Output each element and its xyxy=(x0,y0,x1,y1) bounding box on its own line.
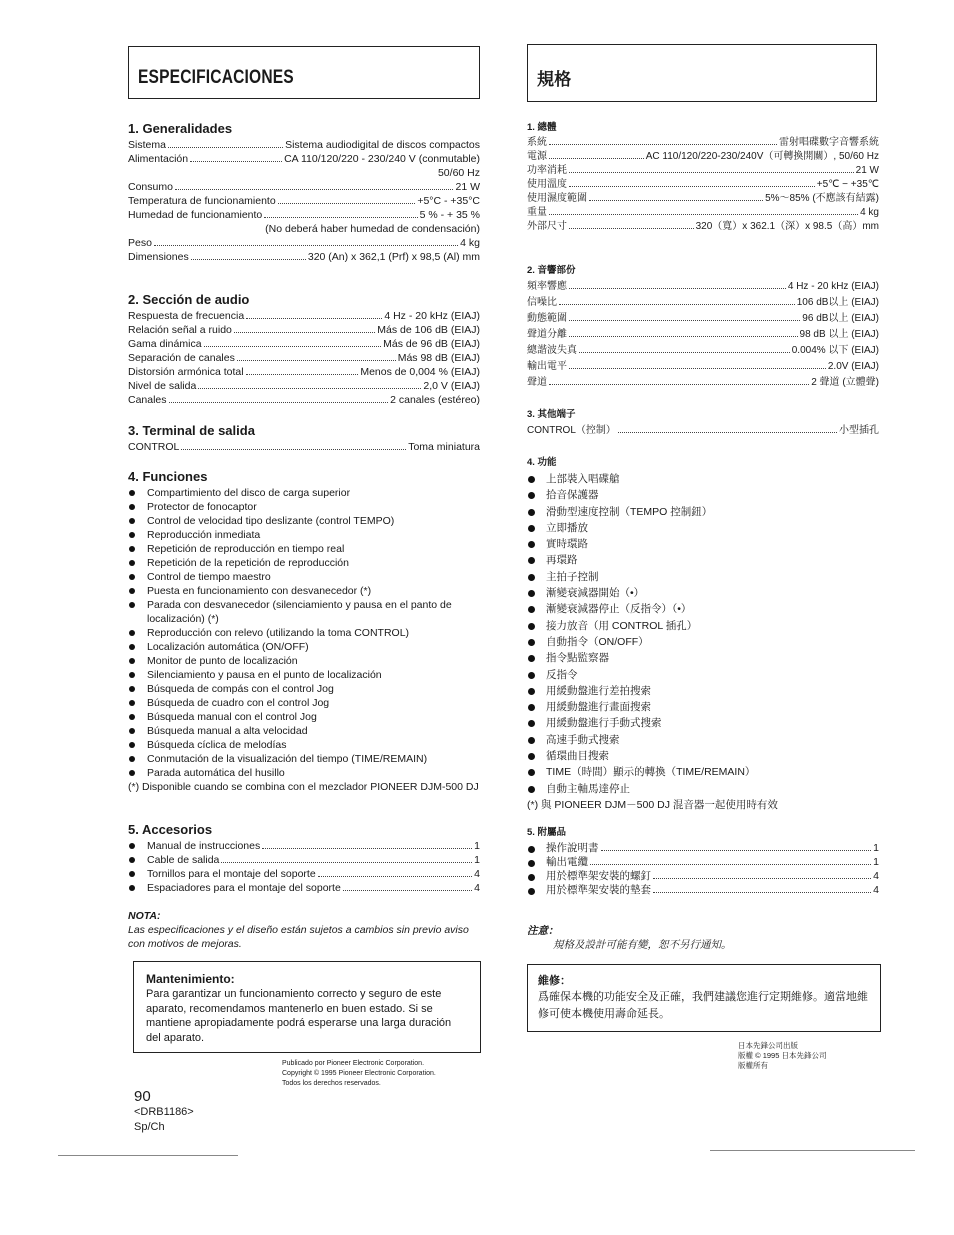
spec-row: 聲道分離 98 dB 以上 (EIAJ) xyxy=(527,329,879,340)
spec-row: Sistema Sistema audiodigital de discos compactos xyxy=(128,139,480,151)
spec-row: 使用溫度 +5℃ − +35℃ xyxy=(527,179,879,190)
language-code: Sp/Ch xyxy=(134,1121,165,1133)
list-item: 操作說明書 1 xyxy=(527,841,879,855)
page-footer xyxy=(134,1088,194,1135)
list-item: Control de tiempo maestro xyxy=(128,570,480,584)
list-item: 主拍子控制 xyxy=(527,569,879,585)
list-item: Espaciadores para el montaje del soporte 4 xyxy=(128,881,480,895)
doc-code: <DRB1186> xyxy=(134,1106,194,1118)
list-item: 輸出電纜 1 xyxy=(527,855,879,869)
list-item: Búsqueda de compás con el control Jog xyxy=(128,682,480,696)
maintenance-heading: Mantenimiento: xyxy=(146,972,235,986)
spec-row: Relación señal a ruido Más de 106 dB (EIAJ) xyxy=(128,324,480,336)
list-item: 漸變衰減器開始（•） xyxy=(527,585,879,601)
title-box-zh xyxy=(527,44,877,102)
spec-row: Canales 2 canales (estéreo) xyxy=(128,394,480,406)
spec-row: 重量 4 kg xyxy=(527,207,879,218)
list-item: Reproducción con relevo (utilizando la toma CONTROL) xyxy=(128,626,480,640)
footnote: (*) Disponible cuando se combina con el mezclador PIONEER DJM-500 DJ xyxy=(128,781,479,793)
spec-row: 聲道 2 聲道 (立體聲) xyxy=(527,377,879,388)
spec-row: Separación de canales Más 98 dB (EIAJ) xyxy=(128,352,480,364)
list-item: Búsqueda manual a alta velocidad xyxy=(128,724,480,738)
spec-row: Nivel de salida 2,0 V (EIAJ) xyxy=(128,380,480,392)
maintenance-heading: 維修： xyxy=(538,975,571,987)
list-item: 拾音保護器 xyxy=(527,487,879,503)
list-item: 滑動型速度控制（TEMPO 控制鈕） xyxy=(527,504,879,520)
spec-row: 外部尺寸 320（寬）x 362.1（深）x 98.5（高）mm xyxy=(527,221,879,232)
list-item: Protector de fonocaptor xyxy=(128,500,480,514)
spec-row: Temperatura de funcionamiento +5°C - +35°C xyxy=(128,195,480,207)
section-general-zh xyxy=(527,121,879,234)
spec-row: CONTROL Toma miniatura xyxy=(128,441,480,453)
list-item: Tornillos para el montaje del soporte 4 xyxy=(128,867,480,881)
publisher-note-zh: 日本先鋒公司出版 版權 © 1995 日本先鋒公司 版權所有 xyxy=(738,1041,827,1070)
title-box-es xyxy=(128,46,480,99)
section-terminal-es xyxy=(128,423,480,454)
note-text: Las especificaciones y el diseño están sujetos a cambios sin previo aviso con motivos de mejoras. xyxy=(128,924,469,950)
spec-row: 動態範圍 96 dB以上 (EIAJ) xyxy=(527,313,879,324)
list-item: 接力放音（用 CONTROL 插孔） xyxy=(527,618,879,634)
section-heading: 2. 音響部份 xyxy=(527,265,576,276)
note-zh xyxy=(527,924,879,952)
spec-row: 系統 雷射唱碟數字音響系統 xyxy=(527,137,879,148)
list-item: Silenciamiento y pausa en el punto de localización xyxy=(128,668,480,682)
list-item: 自動主軸馬達停止 xyxy=(527,781,879,797)
spec-row: 使用濕度範圍 5%〜85% (不應該有結露) xyxy=(527,193,879,204)
spec-row: 總諧波失真 0.004% 以下 (EIAJ) xyxy=(527,345,879,356)
spec-row: 信噪比 106 dB以上 (EIAJ) xyxy=(527,297,879,308)
section-heading: 4. 功能 xyxy=(527,457,557,468)
publisher-note-es: Publicado por Pioneer Electronic Corporation. Copyright © 1995 Pioneer Electronic Corporation. Todos los derechos reservados. xyxy=(282,1060,436,1087)
bottom-rule-right xyxy=(710,1150,915,1151)
list-item: Compartimiento del disco de carga superior xyxy=(128,486,480,500)
list-item: Manual de instrucciones 1 xyxy=(128,839,480,853)
list-item: TIME（時間）顯示的轉換（TIME/REMAIN） xyxy=(527,764,879,780)
list-item: Repetición de reproducción en tiempo real xyxy=(128,542,480,556)
list-item: 上部裝入唱碟艙 xyxy=(527,471,879,487)
list-item: 高速手動式搜索 xyxy=(527,732,879,748)
list-item: 用於標準架安裝的螺釘 4 xyxy=(527,869,879,883)
list-item: 自動指令（ON/OFF） xyxy=(527,634,879,650)
list-item: Conmutación de la visualización del tiempo (TIME/REMAIN) xyxy=(128,752,480,766)
function-list xyxy=(128,486,480,780)
note-heading: NOTA: xyxy=(128,910,161,922)
list-item: Repetición de la repetición de reproducción xyxy=(128,556,480,570)
section-audio-es xyxy=(128,292,480,407)
list-item: Búsqueda cíclica de melodías xyxy=(128,738,480,752)
note-text: 規格及設計可能有變，恕不另行通知。 xyxy=(553,939,732,951)
list-item: Puesta en funcionamiento con desvanecedor (*) xyxy=(128,584,480,598)
list-item: Control de velocidad tipo deslizante (control TEMPO) xyxy=(128,514,480,528)
list-item: Localización automática (ON/OFF) xyxy=(128,640,480,654)
list-item: Parada con desvanecedor (silenciamiento y pausa en el panto de localización) (*) xyxy=(128,598,480,626)
maintenance-text: Para garantizar un funcionamiento correcto y seguro de este aparato, recomendamos mantenerlo en buen estado. Si se mantiene apropiadamente podrá esperarse una larga duración del aparato. xyxy=(146,988,452,1044)
footnote: (*) 與 PIONEER DJM－500 DJ 混音器一起使用時有效 xyxy=(527,798,778,811)
spec-row: 功率消耗 21 W xyxy=(527,165,879,176)
page-title-es: ESPECIFICACIONES xyxy=(138,67,294,88)
spec-row: Distorsión armónica total Menos de 0,004 % (EIAJ) xyxy=(128,366,480,378)
spec-row: Gama dinámica Más de 96 dB (EIAJ) xyxy=(128,338,480,350)
list-item: Monitor de punto de localización xyxy=(128,654,480,668)
section-heading: 3. 其他端子 xyxy=(527,409,576,420)
section-accessories-zh xyxy=(527,826,879,897)
section-audio-zh xyxy=(527,264,879,391)
list-item: 漸變衰減器停止（反指令）（•） xyxy=(527,601,879,617)
spec-row: Peso 4 kg xyxy=(128,237,480,249)
maintenance-box-es xyxy=(133,961,481,1053)
maintenance-text: 爲確保本機的功能安全及正確，我們建議您進行定期維修。適當地維修可使本機使用壽命延長。 xyxy=(538,991,868,1020)
spec-note: (No deberá haber humedad de condensación) xyxy=(265,223,480,235)
section-heading: 3. Terminal de salida xyxy=(128,423,255,438)
spec-row: 頻率響應 4 Hz - 20 kHz (EIAJ) xyxy=(527,281,879,292)
section-heading: 4. Funciones xyxy=(128,469,208,484)
maintenance-box-zh xyxy=(527,964,881,1032)
section-general-es xyxy=(128,121,480,264)
list-item: 實時環路 xyxy=(527,536,879,552)
accessory-list xyxy=(527,841,879,897)
spec-row: Humedad de funcionamiento 5 % - + 35 % xyxy=(128,209,480,221)
section-heading: 2. Sección de audio xyxy=(128,292,250,307)
list-item: 用緩動盤進行手動式搜索 xyxy=(527,715,879,731)
spec-row: Dimensiones 320 (An) x 362,1 (Prf) x 98,5 (Al) mm xyxy=(128,251,480,263)
spec-row: 電源 AC 110/120/220-230/240V（可轉換開關）, 50/60 Hz xyxy=(527,151,879,162)
spec-note: 50/60 Hz xyxy=(437,167,480,179)
list-item: 立即播放 xyxy=(527,520,879,536)
list-item: 用緩動盤進行畫面搜索 xyxy=(527,699,879,715)
section-heading: 5. 附屬品 xyxy=(527,827,567,838)
list-item: Parada automática del husillo xyxy=(128,766,480,780)
spec-row: CONTROL（控制） 小型插孔 xyxy=(527,425,879,436)
section-functions-zh xyxy=(527,456,879,813)
spec-row: 輸出電平 2.0V (EIAJ) xyxy=(527,361,879,372)
list-item: 再環路 xyxy=(527,552,879,568)
list-item: Reproducción inmediata xyxy=(128,528,480,542)
list-item: Cable de salida 1 xyxy=(128,853,480,867)
list-item: 循環曲目搜索 xyxy=(527,748,879,764)
list-item: 用緩動盤進行差拍搜索 xyxy=(527,683,879,699)
spec-row: Alimentación CA 110/120/220 - 230/240 V (conmutable) xyxy=(128,153,480,165)
section-accessories-es xyxy=(128,822,480,895)
bottom-rule-left xyxy=(58,1155,238,1156)
list-item: 反指令 xyxy=(527,667,879,683)
accessory-list xyxy=(128,839,480,895)
note-es xyxy=(128,909,480,951)
section-heading: 5. Accesorios xyxy=(128,822,213,837)
list-item: Búsqueda de cuadro con el control Jog xyxy=(128,696,480,710)
section-heading: 1. Generalidades xyxy=(128,121,233,136)
page-number: 90 xyxy=(134,1088,151,1105)
spec-row: Respuesta de frecuencia 4 Hz - 20 kHz (EIAJ) xyxy=(128,310,480,322)
spec-row: Consumo 21 W xyxy=(128,181,480,193)
section-heading: 1. 總體 xyxy=(527,122,557,133)
list-item: 指令點監察器 xyxy=(527,650,879,666)
list-item: Búsqueda manual con el control Jog xyxy=(128,710,480,724)
function-list xyxy=(527,471,879,797)
section-terminal-zh xyxy=(527,408,879,439)
list-item: 用於標準架安裝的墊套 4 xyxy=(527,883,879,897)
note-heading: 注意： xyxy=(527,925,559,937)
page-title-zh: 規格 xyxy=(537,70,572,89)
section-functions-es xyxy=(128,469,480,794)
